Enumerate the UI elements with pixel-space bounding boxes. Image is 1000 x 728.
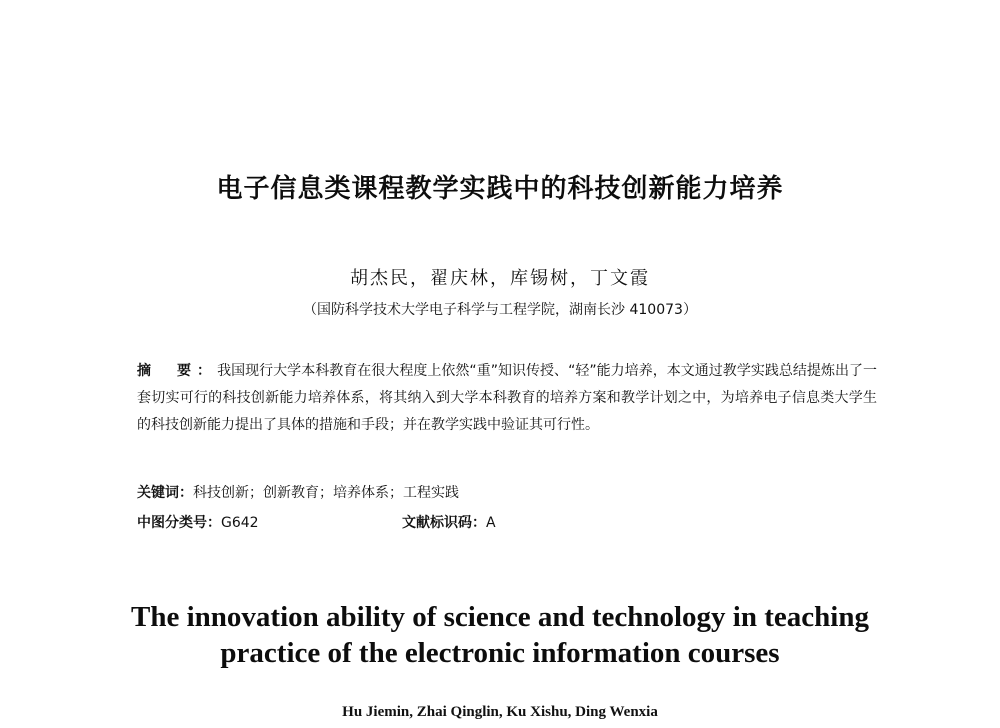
- paper-title-en-line2: practice of the electronic information courses: [220, 637, 780, 669]
- doc-code-label: 文献标识码：: [402, 515, 486, 531]
- abstract-block: [137, 358, 877, 439]
- abstract-text: 我国现行大学本科教育在很大程度上依然“重”知识传授、“轻”能力培养，本文通过教学实践总结提炼出了一套切实可行的科技创新能力培养体系，将其纳入到大学本科教育的培养方案和教学计划之中，为培养电子信息类大学生的科技创新能力提出了具体的措施和手段；并在教学实践中验证其可行性。: [137, 363, 877, 433]
- doc-code-row: [402, 512, 496, 532]
- abstract-label: 摘 要：: [137, 363, 218, 379]
- doc-code-value: A: [486, 515, 496, 531]
- paper-title-zh: 电子信息类课程教学实践中的科技创新能力培养: [216, 174, 784, 204]
- paper-title-en: [0, 599, 1000, 671]
- clc-label: 中图分类号：: [137, 515, 221, 531]
- keywords-row: [137, 482, 459, 502]
- author-list-zh: 胡杰民，翟庆林，库锡树，丁文霞: [350, 268, 650, 289]
- keywords-text: 科技创新；创新教育；培养体系；工程实践: [193, 485, 459, 501]
- clc-value: G642: [221, 515, 259, 531]
- clc-row: [137, 512, 259, 532]
- paper-title-en-line1: The innovation ability of science and technology in teaching: [131, 601, 869, 633]
- keywords-label: 关键词：: [137, 485, 193, 501]
- affiliation-zh: （国防科学技术大学电子科学与工程学院，湖南长沙 410073）: [303, 302, 697, 318]
- author-list-en: Hu Jiemin, Zhai Qinglin, Ku Xishu, Ding Wenxia: [342, 704, 658, 720]
